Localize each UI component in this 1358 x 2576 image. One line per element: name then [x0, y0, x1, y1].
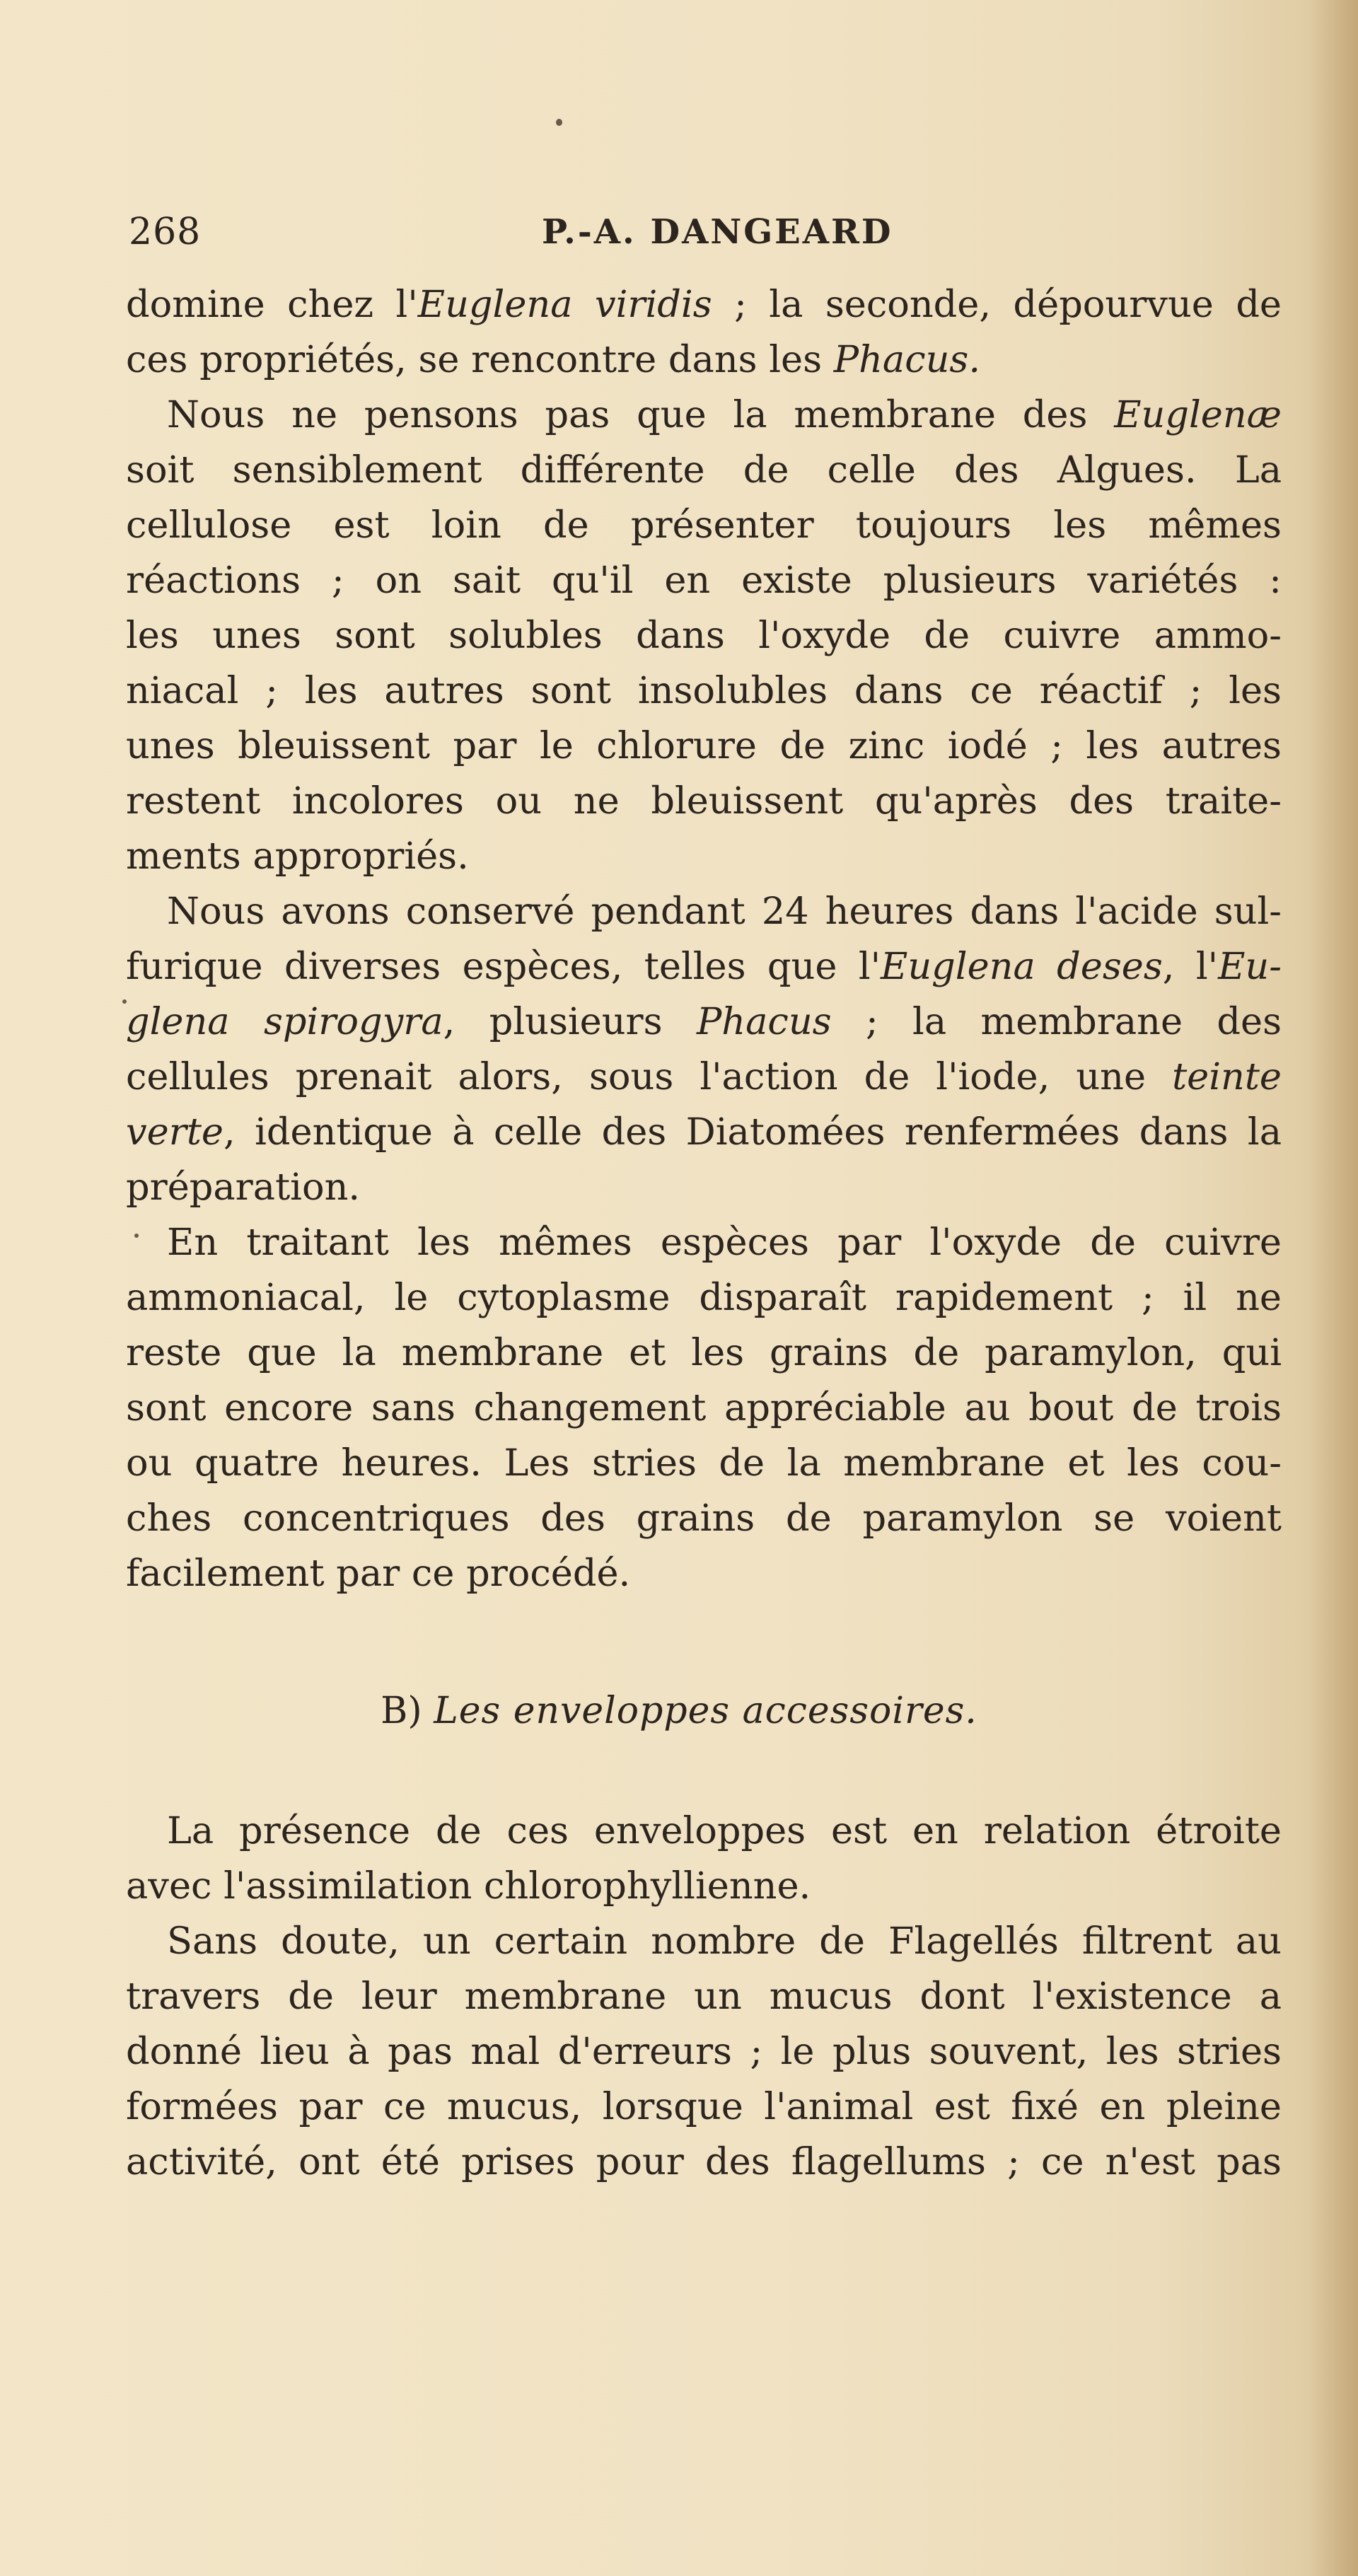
- text-line: [126, 829, 1282, 884]
- text-line: [126, 1105, 1282, 1160]
- text-run: , plusieurs: [443, 1000, 697, 1043]
- italic-text: Phacus.: [833, 338, 981, 381]
- text-line: [126, 939, 1282, 994]
- paragraph: [126, 277, 1282, 388]
- text-line: [126, 884, 1282, 939]
- text-line: [126, 1160, 1282, 1215]
- text-line: [126, 1914, 1282, 1969]
- text-run: ou quatre heures. Les stries de la membrane et les cou-: [126, 1441, 1282, 1485]
- text-run: ments appropriés.: [126, 835, 469, 878]
- paragraph: [126, 388, 1282, 884]
- paragraph: [126, 1215, 1282, 1601]
- text-run: Nous ne pensons pas que la membrane des: [167, 393, 1115, 436]
- text-line: [126, 1215, 1282, 1270]
- text-run: unes bleuissent par le chlorure de zinc iodé ; les autres: [126, 724, 1282, 767]
- text-line: [126, 1325, 1282, 1381]
- text-line: [126, 608, 1282, 663]
- text-run: soit sensiblement différente de celle des Algues. La: [126, 448, 1282, 492]
- text-run: La présence de ces enveloppes est en relation étroite: [167, 1809, 1282, 1852]
- text-run: reste que la membrane et les grains de paramylon, qui: [126, 1331, 1282, 1374]
- text-run: donné lieu à pas mal d'erreurs ; le plus souvent, les stries: [126, 2030, 1282, 2073]
- italic-text: Euglenæ: [1114, 393, 1282, 436]
- section-label: B): [381, 1690, 434, 1732]
- text-run: ; la membrane des: [831, 1000, 1282, 1043]
- text-line: [126, 277, 1282, 332]
- text-line: [126, 332, 1282, 388]
- text-line: [126, 553, 1282, 608]
- text-run: domine chez l': [126, 283, 418, 326]
- text-line: [126, 1436, 1282, 1491]
- section-title-text: Les enveloppes accessoires.: [434, 1690, 977, 1732]
- paragraph: [126, 884, 1282, 1215]
- text-run: travers de leur membrane un mucus dont l'existence a: [126, 1975, 1282, 2018]
- page-number: 268: [129, 211, 202, 253]
- italic-text: glena spirogyra: [126, 1000, 443, 1043]
- text-run: , identique à celle des Diatomées renfermées dans la: [224, 1110, 1282, 1154]
- text-run: restent incolores ou ne bleuissent qu'après des traite-: [126, 779, 1282, 823]
- italic-text: verte: [126, 1110, 224, 1154]
- text-run: ammoniacal, le cytoplasme disparaît rapidement ; il ne: [126, 1276, 1282, 1319]
- text-line: [126, 994, 1282, 1050]
- text-run: niacal ; les autres sont insolubles dans ce réactif ; les: [126, 669, 1282, 712]
- text-line: [126, 2079, 1282, 2135]
- italic-text: Eu-: [1218, 945, 1282, 988]
- page-header: [129, 211, 1275, 260]
- text-line: [126, 1381, 1282, 1436]
- paragraph: [126, 1914, 1282, 2190]
- text-line: [126, 1050, 1282, 1105]
- body-text-lower: [126, 1804, 1282, 2190]
- text-run: formées par ce mucus, lorsque l'animal est fixé en pleine: [126, 2085, 1282, 2128]
- text-run: préparation.: [126, 1166, 361, 1209]
- paragraph: [126, 1804, 1282, 1914]
- text-line: [126, 719, 1282, 774]
- text-line: [126, 774, 1282, 829]
- text-line: [126, 1270, 1282, 1325]
- text-line: [126, 1491, 1282, 1546]
- text-line: [126, 1546, 1282, 1601]
- text-run: ches concentriques des grains de paramylon se voient: [126, 1497, 1282, 1540]
- text-line: [126, 1859, 1282, 1914]
- page-edge-shadow: [1308, 0, 1358, 2576]
- text-run: ; la seconde, dépourvue de: [712, 283, 1282, 326]
- text-line: [126, 388, 1282, 443]
- text-run: , l': [1162, 945, 1219, 988]
- italic-text: Euglena deses: [881, 945, 1163, 988]
- text-line: [126, 663, 1282, 719]
- text-run: Nous avons conservé pendant 24 heures dans l'acide sul-: [167, 890, 1282, 933]
- running-head: P.-A. DANGEARD: [542, 212, 893, 252]
- italic-text: teinte: [1172, 1055, 1282, 1098]
- text-line: [126, 2024, 1282, 2079]
- text-run: avec l'assimilation chlorophyllienne.: [126, 1864, 811, 1908]
- text-line: [126, 498, 1282, 553]
- section-heading: [0, 1683, 1358, 1739]
- text-run: activité, ont été prises pour des flagellums ; ce n'est pas: [126, 2140, 1282, 2183]
- text-run: cellulose est loin de présenter toujours les mêmes: [126, 504, 1282, 547]
- body-text-upper: [126, 277, 1282, 1601]
- italic-text: Euglena viridis: [417, 283, 712, 326]
- text-run: furique diverses espèces, telles que l': [126, 945, 881, 988]
- text-run: En traitant les mêmes espèces par l'oxyde de cuivre: [167, 1221, 1282, 1264]
- text-line: [126, 1969, 1282, 2024]
- ink-speck: [556, 119, 562, 126]
- text-run: réactions ; on sait qu'il en existe plusieurs variétés :: [126, 559, 1282, 602]
- text-line: [126, 443, 1282, 498]
- text-run: Sans doute, un certain nombre de Flagellés filtrent au: [167, 1920, 1282, 1963]
- text-line: [126, 2135, 1282, 2190]
- text-run: sont encore sans changement appréciable au bout de trois: [126, 1386, 1282, 1429]
- text-run: cellules prenait alors, sous l'action de l'iode, une: [126, 1055, 1173, 1098]
- text-run: facilement par ce procédé.: [126, 1552, 631, 1595]
- text-line: [126, 1804, 1282, 1859]
- italic-text: Phacus: [696, 1000, 832, 1043]
- text-run: les unes sont solubles dans l'oxyde de cuivre ammo-: [126, 614, 1282, 657]
- text-run: ces propriétés, se rencontre dans les: [126, 338, 834, 381]
